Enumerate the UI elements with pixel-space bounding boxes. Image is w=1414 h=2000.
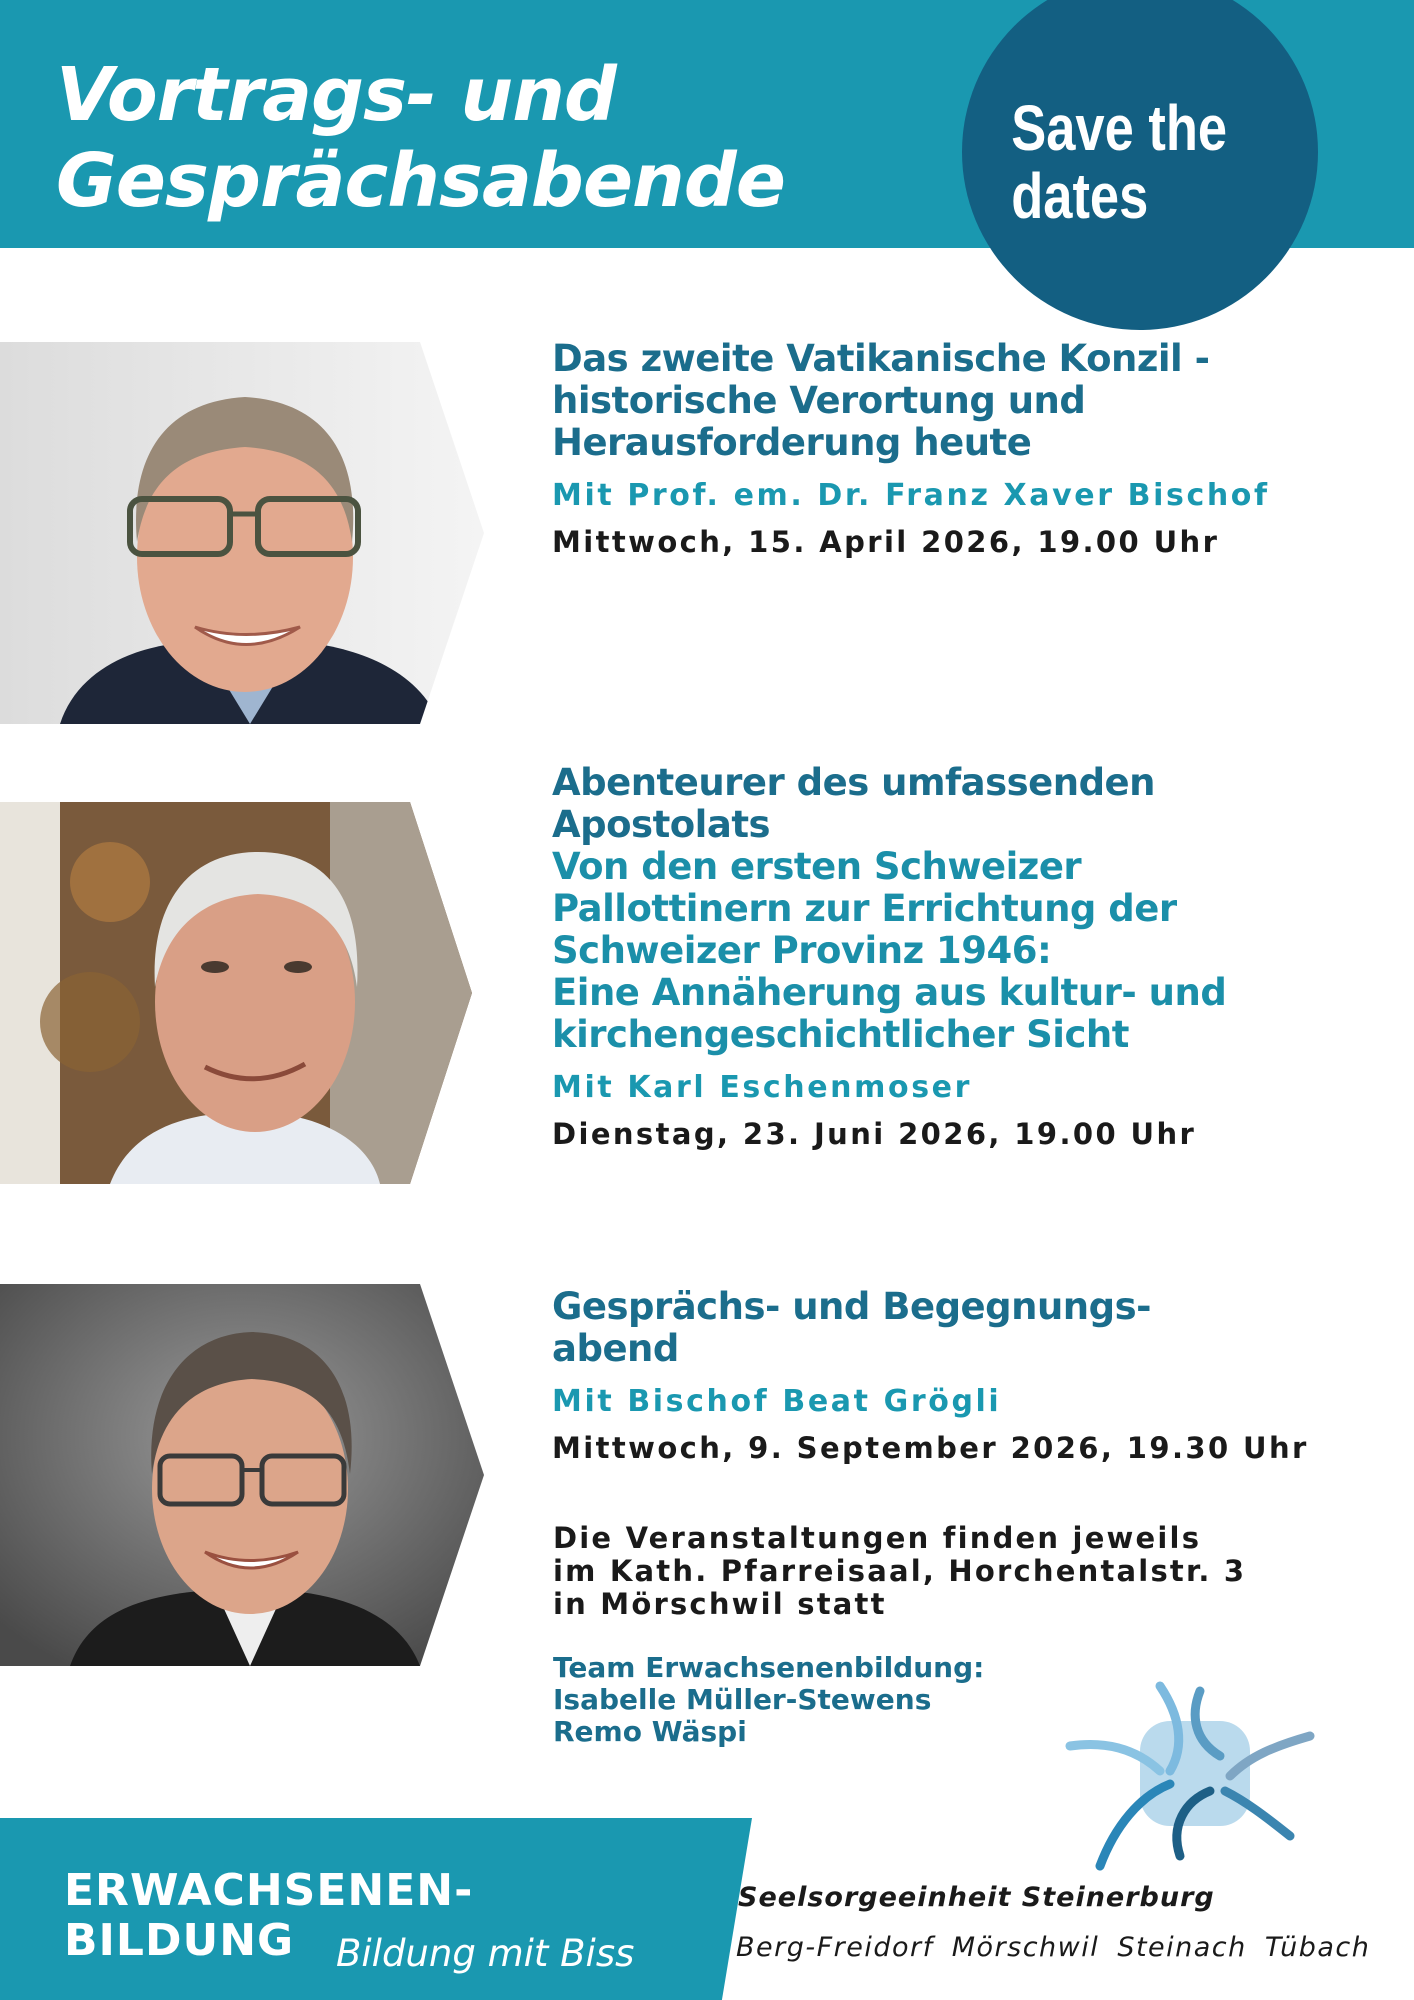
- event-1-title-line: Herausforderung heute: [552, 421, 1032, 464]
- organization-name: Seelsorgeeinheit Steinerburg: [738, 1882, 1215, 1913]
- team-line: Remo Wäspi: [553, 1715, 747, 1748]
- page-title: [56, 52, 785, 224]
- event-3: [552, 1286, 1382, 1465]
- team-line: Isabelle Müller-Stewens: [553, 1683, 932, 1716]
- event-3-title: [552, 1286, 1382, 1370]
- organization-places: Berg-Freidorf Mörschwil Steinach Tübach: [736, 1932, 1371, 1963]
- speaker-photo-3: [0, 1284, 484, 1666]
- footer-title-line1: ERWACHSENEN-: [64, 1865, 474, 1916]
- speaker-photo-1: [0, 342, 484, 724]
- venue-line: Die Veranstaltungen finden jeweils: [553, 1521, 1202, 1555]
- footer-slogan: Bildung mit Biss: [336, 1932, 635, 1975]
- event-3-title-line: abend: [552, 1327, 679, 1370]
- event-1: [552, 338, 1382, 559]
- team-line: Team Erwachsenenbildung:: [553, 1651, 985, 1684]
- event-2-subtitle-line: Von den ersten Schweizer: [552, 845, 1082, 888]
- event-1-date: Mittwoch, 15. April 2026, 19.00 Uhr: [552, 525, 1220, 559]
- badge-line1: Save the: [1011, 92, 1228, 164]
- event-2-subtitle-line: Eine Annäherung aus kultur- und: [552, 971, 1227, 1014]
- event-2-subtitle: [552, 846, 1382, 1056]
- event-2-title: [552, 762, 1382, 846]
- event-2-title-line: Abenteurer des umfassenden: [552, 761, 1155, 804]
- steinerburg-logo-icon: [1060, 1676, 1320, 1880]
- event-3-speaker: Mit Bischof Beat Grögli: [552, 1384, 1002, 1419]
- event-2-title-line: Apostolats: [552, 803, 771, 846]
- event-1-title-line: Das zweite Vatikanische Konzil -: [552, 337, 1210, 380]
- event-2-date: Dienstag, 23. Juni 2026, 19.00 Uhr: [552, 1117, 1197, 1151]
- event-3-title-line: Gesprächs- und Begegnungs-: [552, 1285, 1152, 1328]
- venue-info: [553, 1522, 1373, 1621]
- event-1-title-line: historische Verortung und: [552, 379, 1086, 422]
- badge-line2: dates: [1011, 160, 1149, 232]
- venue-line: im Kath. Pfarreisaal, Horchentalstr. 3: [553, 1554, 1247, 1588]
- event-1-title: [552, 338, 1382, 464]
- event-2-subtitle-line: Pallottinern zur Errichtung der: [552, 887, 1177, 930]
- event-2-subtitle-line: kirchengeschichtlicher Sicht: [552, 1013, 1129, 1056]
- event-2-speaker: Mit Karl Eschenmoser: [552, 1070, 972, 1105]
- venue-line: in Mörschwil statt: [553, 1587, 887, 1621]
- page-title-line2: Gesprächsabende: [56, 138, 785, 224]
- footer-title-line2: BILDUNG: [64, 1915, 295, 1966]
- event-3-date: Mittwoch, 9. September 2026, 19.30 Uhr: [552, 1431, 1309, 1465]
- speaker-photo-2: [0, 802, 472, 1184]
- event-2-subtitle-line: Schweizer Provinz 1946:: [552, 929, 1052, 972]
- save-the-dates-badge: [962, 0, 1318, 330]
- event-1-speaker: Mit Prof. em. Dr. Franz Xaver Bischof: [552, 478, 1270, 513]
- event-2: [552, 762, 1382, 1151]
- page-title-line1: Vortrags- und: [56, 52, 616, 138]
